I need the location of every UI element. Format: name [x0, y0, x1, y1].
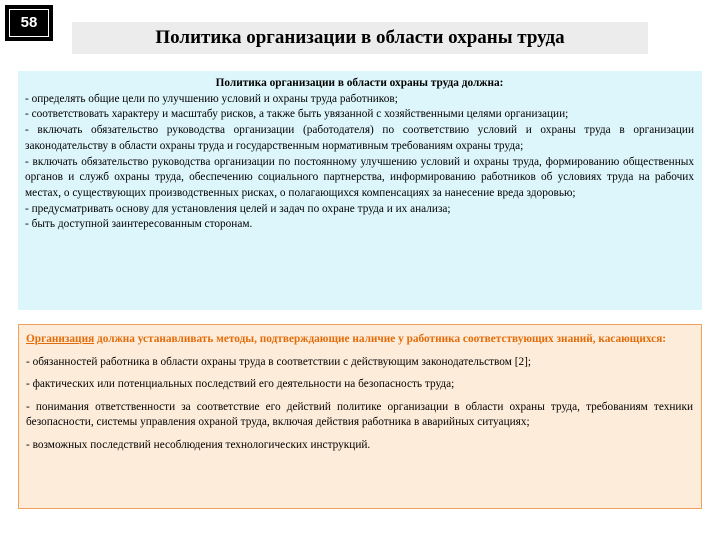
policy-heading: Политика организации в области охраны труда должна:	[215, 77, 504, 89]
knowledge-requirements-box	[18, 324, 702, 509]
slide-number-badge	[5, 5, 53, 41]
slide-number: 58	[9, 9, 49, 37]
knowledge-heading	[26, 332, 693, 348]
knowledge-item: - возможных последствий несоблюдения технологических инструкций.	[26, 438, 371, 451]
page-title: Политика организации в области охраны труда	[155, 27, 565, 48]
policy-requirements-box	[18, 71, 702, 310]
knowledge-item: - обязанностей работника в области охраны труда в соответствии с действующим законодательством [2];	[26, 355, 532, 368]
page-title-bar	[72, 22, 648, 54]
policy-item: - включать обязательство руководства организации (работодателя) по соответствию условий и охраны труда в организации законодательству в области охраны труда и государственным нормативным требованиям охраны труда;	[25, 124, 694, 152]
policy-item: - соответствовать характеру и масштабу рисков, а также быть увязанной с хозяйственными целями организации;	[25, 108, 569, 121]
policy-item: - включать обязательство руководства организации по постоянному улучшению условий и охраны труда, формированию общественных органов и служб охраны труда, обеспечению социального партнерства, информированию работников об условиях труда на рабочих местах, о существующих производственных рисках, о полагающихся компенсациях за нанесение вреда здоровью;	[25, 155, 694, 199]
knowledge-item: - понимания ответственности за соответствие его действий политике организации в области охраны труда, требованиям техники безопасности, системы управления охраной труда, включая действия работника в аварийных ситуациях;	[26, 400, 693, 428]
policy-item: - определять общие цели по улучшению условий и охраны труда работников;	[25, 92, 398, 105]
knowledge-heading-rest: должна устанавливать методы, подтверждающие наличие у работника соответствующих знаний, касающихся:	[94, 333, 667, 345]
knowledge-heading-subject: Организация	[26, 333, 95, 345]
knowledge-item: - фактических или потенциальных последствий его деятельности на безопасность труда;	[26, 378, 455, 390]
policy-item: - быть доступной заинтересованным сторонам.	[25, 218, 253, 231]
policy-item: - предусматривать основу для установления целей и задач по охране труда и их анализа;	[25, 202, 451, 215]
